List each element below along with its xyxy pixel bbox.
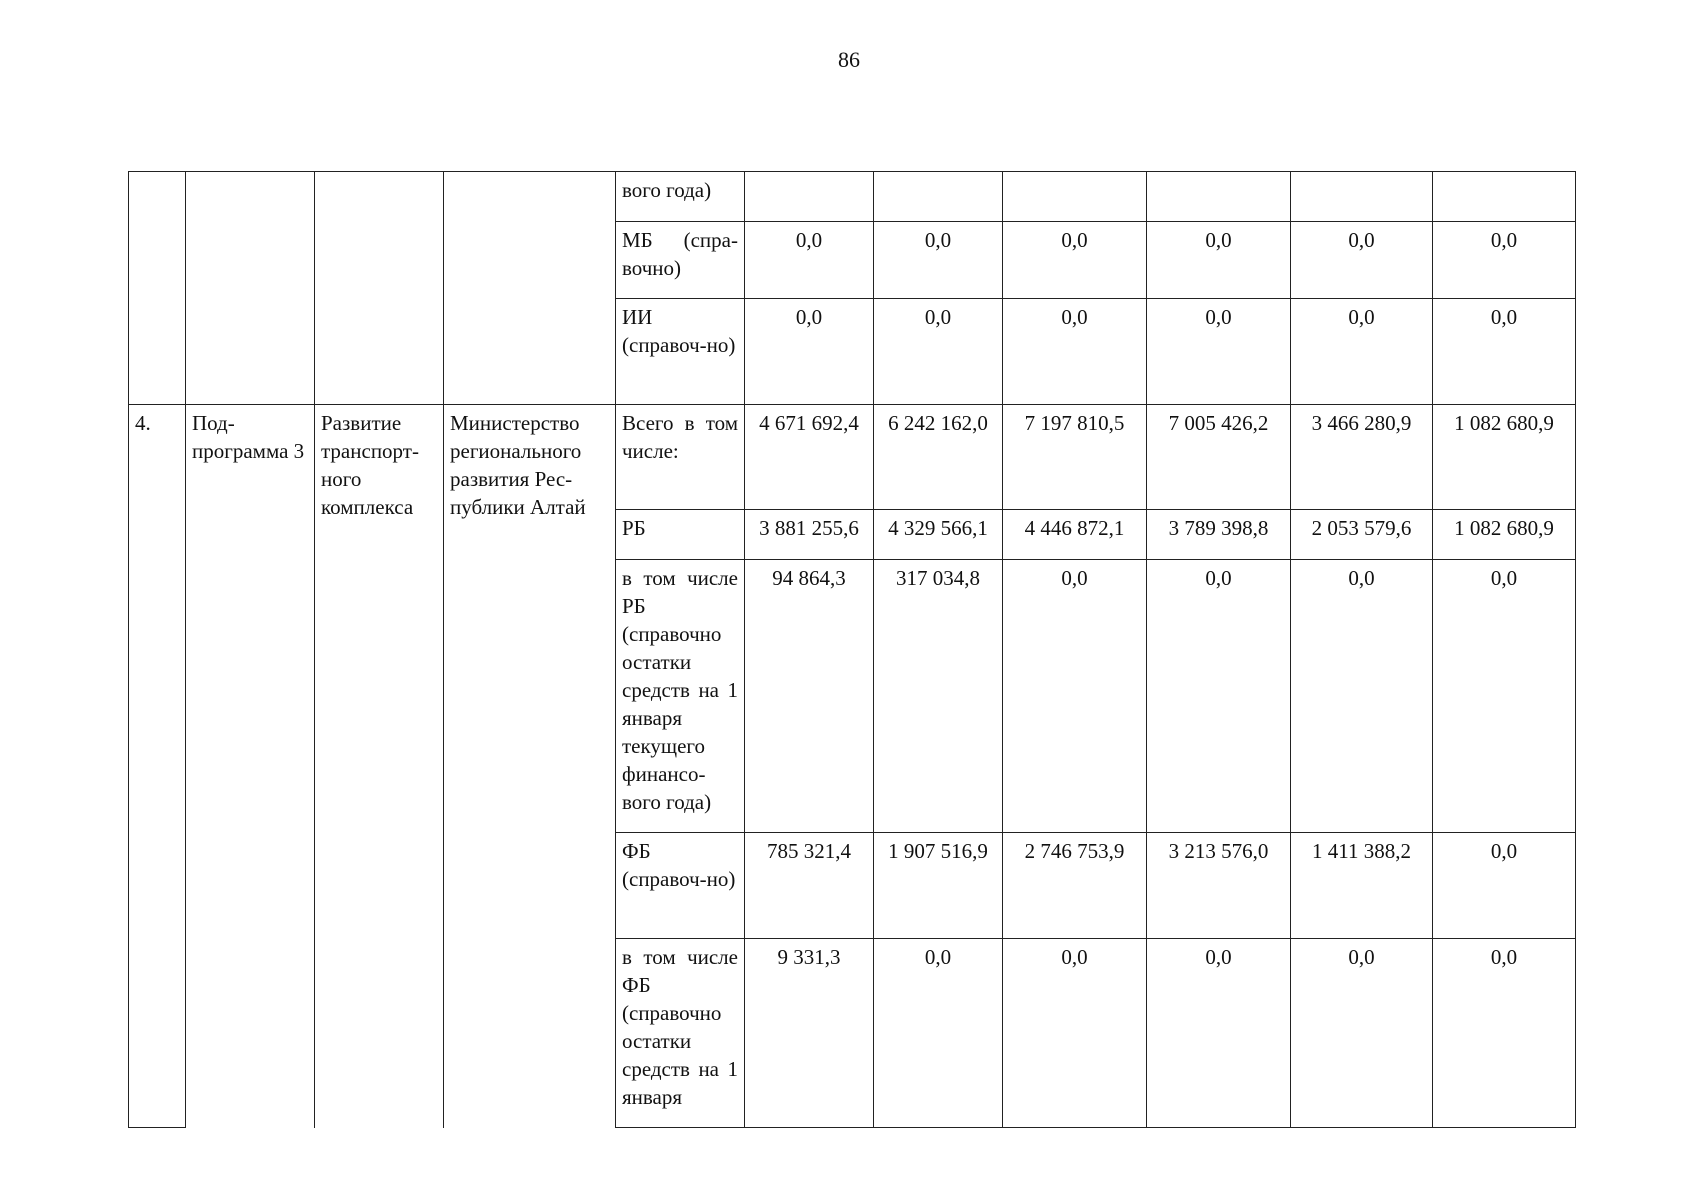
cell-value: 0,0	[1433, 299, 1576, 405]
cell-value: 6 242 162,0	[874, 405, 1003, 510]
cell-value: 0,0	[745, 299, 874, 405]
cell-value: 3 789 398,8	[1147, 510, 1291, 560]
cell-value: 0,0	[1433, 939, 1576, 1128]
cell-value: 2 746 753,9	[1003, 833, 1147, 939]
cell-value: 785 321,4	[745, 833, 874, 939]
cell-type	[186, 299, 315, 405]
cell-value: 0,0	[1291, 939, 1433, 1128]
cell-executor	[444, 222, 616, 299]
cell-source	[616, 222, 745, 299]
table-row	[129, 172, 1576, 222]
cell-source	[616, 939, 745, 1128]
cell-value: 1 907 516,9	[874, 833, 1003, 939]
cell-value: 3 466 280,9	[1291, 405, 1433, 510]
cell-value: 7 005 426,2	[1147, 405, 1291, 510]
table-row	[129, 222, 1576, 299]
cell-value: 0,0	[1003, 560, 1147, 833]
cell-value: 317 034,8	[874, 560, 1003, 833]
cell-value	[1291, 172, 1433, 222]
cell-index	[129, 222, 186, 299]
cell-name: Развитие транспорт-ного комплекса	[315, 405, 444, 1128]
cell-value: 4 329 566,1	[874, 510, 1003, 560]
cell-executor	[444, 172, 616, 222]
cell-value: 3 213 576,0	[1147, 833, 1291, 939]
table-row	[129, 405, 1576, 510]
cell-type	[186, 172, 315, 222]
cell-value: 0,0	[1291, 299, 1433, 405]
cell-value: 0,0	[1433, 222, 1576, 299]
cell-value: 0,0	[1433, 833, 1576, 939]
source-text: ИИ (справоч-но)	[622, 305, 736, 357]
cell-value: 4 671 692,4	[745, 405, 874, 510]
cell-executor	[444, 299, 616, 405]
cell-executor: Министерство регионального развития Рес-публики Алтай	[444, 405, 616, 1128]
cell-name	[315, 299, 444, 405]
cell-value: 0,0	[1291, 560, 1433, 833]
cell-value: 0,0	[1433, 560, 1576, 833]
budget-table	[128, 171, 1576, 1128]
cell-value: 0,0	[874, 939, 1003, 1128]
cell-value: 7 197 810,5	[1003, 405, 1147, 510]
table-row	[129, 299, 1576, 405]
cell-source	[616, 299, 745, 405]
cell-source	[616, 510, 745, 560]
cell-value: 2 053 579,6	[1291, 510, 1433, 560]
cell-source	[616, 833, 745, 939]
cell-value	[1003, 172, 1147, 222]
cell-index	[129, 299, 186, 405]
cell-value: 1 082 680,9	[1433, 510, 1576, 560]
cell-value: 0,0	[874, 222, 1003, 299]
cell-value: 4 446 872,1	[1003, 510, 1147, 560]
source-text: в том числе РБ (справочно остатки средств на 1 января текущего финансо-вого года)	[622, 566, 738, 814]
cell-value: 1 411 388,2	[1291, 833, 1433, 939]
cell-value: 0,0	[1147, 939, 1291, 1128]
cell-value: 1 082 680,9	[1433, 405, 1576, 510]
cell-value: 0,0	[1147, 299, 1291, 405]
cell-value: 0,0	[1003, 222, 1147, 299]
cell-type: Под-программа 3	[186, 405, 315, 1128]
cell-source	[616, 405, 745, 510]
cell-name	[315, 222, 444, 299]
cell-value	[1147, 172, 1291, 222]
source-text: МБ (спра-вочно)	[622, 228, 738, 280]
source-text: РБ	[622, 516, 646, 540]
source-text: в том числе ФБ (справочно остатки средств на 1 января	[622, 945, 738, 1109]
cell-value: 0,0	[874, 299, 1003, 405]
cell-value: 0,0	[1291, 222, 1433, 299]
cell-value: 0,0	[1147, 222, 1291, 299]
cell-value	[1433, 172, 1576, 222]
source-text: вого года)	[622, 178, 712, 202]
cell-value: 94 864,3	[745, 560, 874, 833]
cell-value: 0,0	[1003, 299, 1147, 405]
cell-value: 3 881 255,6	[745, 510, 874, 560]
cell-source	[616, 172, 745, 222]
cell-index	[129, 172, 186, 222]
cell-value: 0,0	[745, 222, 874, 299]
cell-index: 4.	[129, 405, 186, 1128]
source-text: Всего в том числе:	[622, 411, 738, 463]
cell-type	[186, 222, 315, 299]
source-text: ФБ (справоч-но)	[622, 839, 736, 891]
cell-value: 0,0	[1147, 560, 1291, 833]
cell-value	[745, 172, 874, 222]
cell-source	[616, 560, 745, 833]
cell-value	[874, 172, 1003, 222]
cell-value: 0,0	[1003, 939, 1147, 1128]
page-number: 86	[838, 47, 860, 72]
cell-name	[315, 172, 444, 222]
cell-value: 9 331,3	[745, 939, 874, 1128]
